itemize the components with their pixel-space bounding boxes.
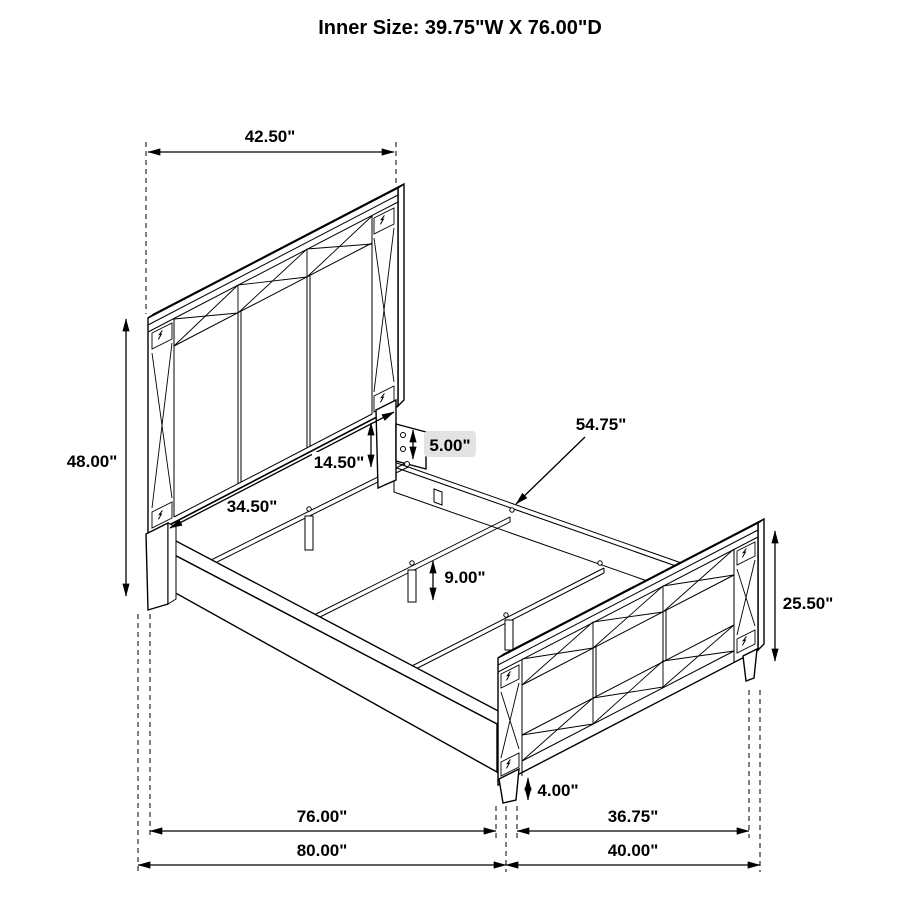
dim-side-rail-length: 54.75" xyxy=(575,415,627,434)
headboard xyxy=(146,184,426,610)
rail-length-leader xyxy=(516,437,585,504)
dim-footboard-inner-width: 36.75" xyxy=(607,807,659,826)
headboard-leg-left xyxy=(146,523,168,610)
dim-bracket-height: 5.00" xyxy=(429,436,471,455)
dim-headboard-panel-width: 34.50" xyxy=(226,497,278,516)
rail-bracket xyxy=(396,424,426,469)
dim-overall-width: 40.00" xyxy=(607,841,659,860)
diagram-title: Inner Size: 39.75"W X 76.00"D xyxy=(318,17,602,39)
dim-headboard-height: 48.00" xyxy=(66,452,118,471)
dim-foot-height: 4.00" xyxy=(537,781,579,800)
dim-inner-length: 76.00" xyxy=(296,807,348,826)
dim-footboard-height: 25.50" xyxy=(782,594,834,613)
dim-overall-length: 80.00" xyxy=(296,841,348,860)
side-rail-right xyxy=(394,462,690,596)
dim-headboard-width: 42.50" xyxy=(244,127,296,146)
center-support-leg xyxy=(408,570,416,602)
center-support-leg xyxy=(305,516,313,550)
dim-headboard-to-rail-drop: 14.50" xyxy=(313,453,365,472)
center-support-leg xyxy=(505,620,513,650)
rail-cleat xyxy=(434,489,442,505)
dim-center-leg-height: 9.00" xyxy=(444,568,486,587)
